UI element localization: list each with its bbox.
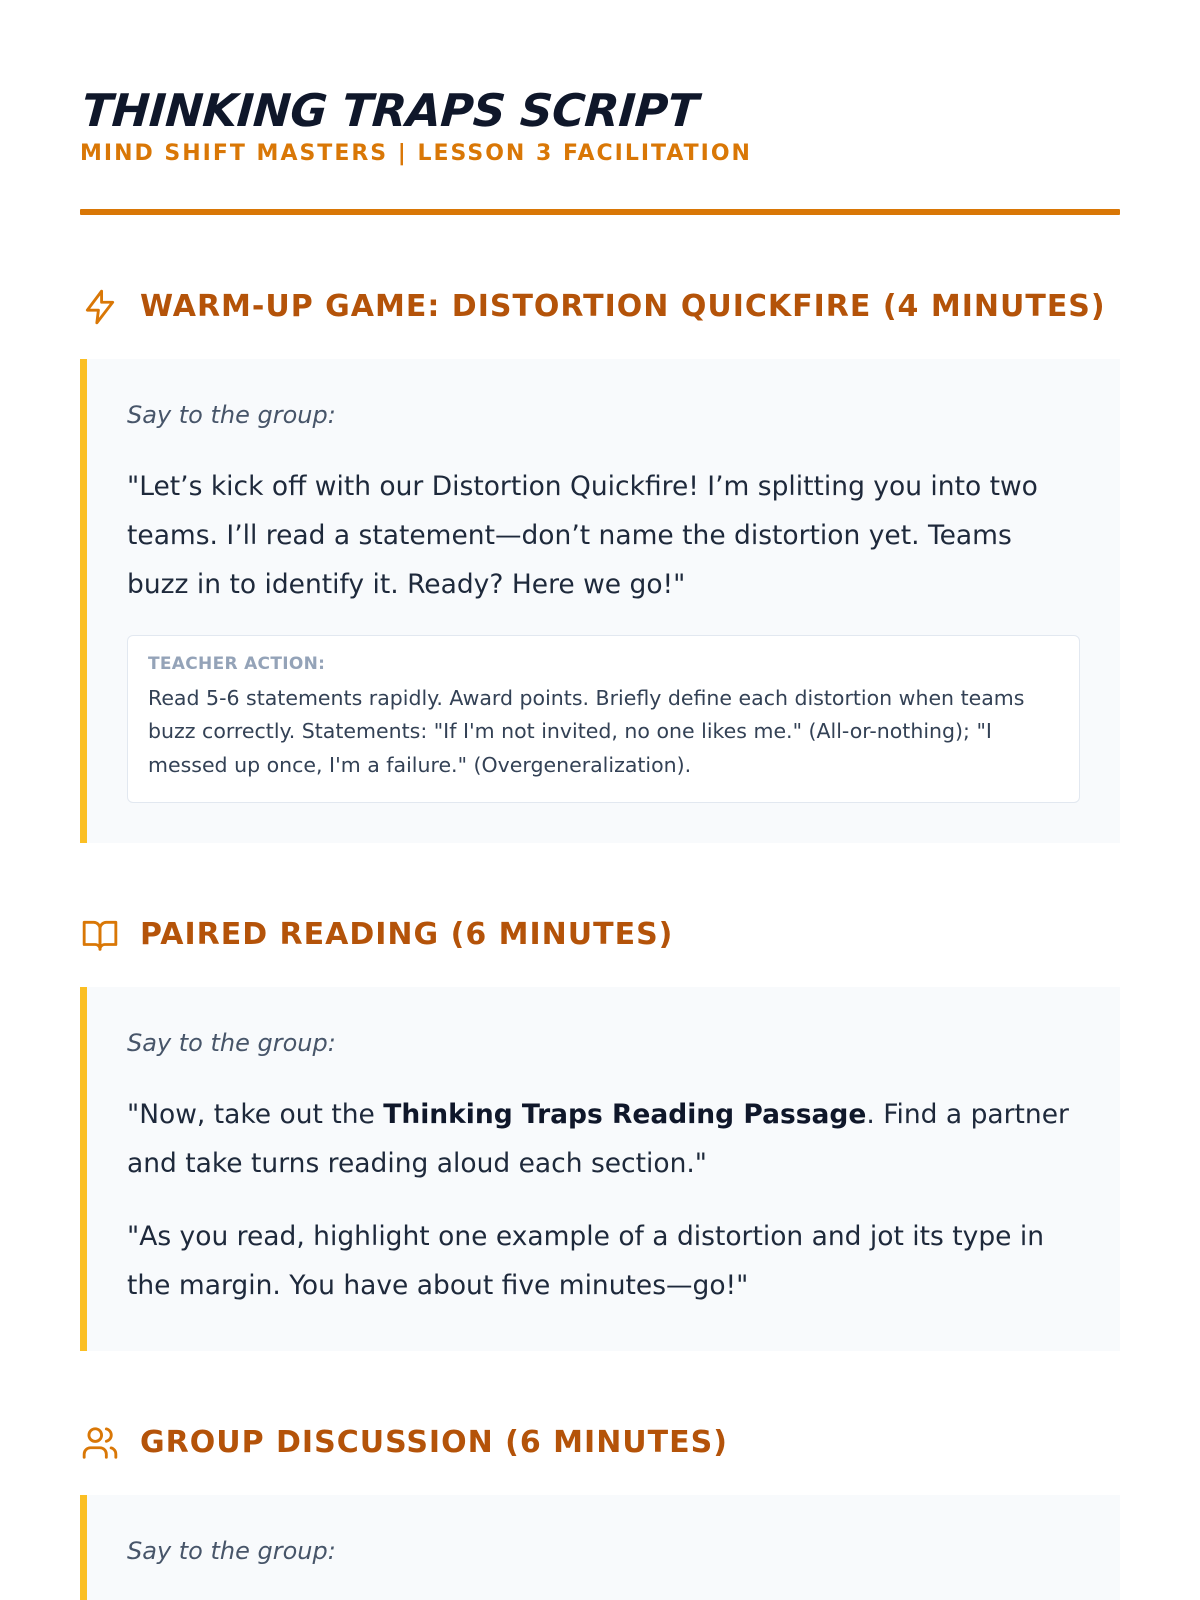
script-paragraph: "As you read, highlight one example of a distortion and jot its type in the margin. You have about five minutes—go!" [127,1221,1045,1302]
script-paragraph [127,1090,1080,1188]
section-heading [80,285,1120,329]
document-header [80,0,1120,215]
script-page [80,0,1120,1600]
section-group-discussion [80,1421,1120,1600]
open-book-icon [80,915,120,955]
script-box [80,1495,1120,1600]
teacher-action-text: Read 5-6 statements rapidly. Award points. Briefly define each distortion when teams buzz correctly. Statements: "If I'm not invited, no one likes me." (All-or-nothing); "I messed up once, I'm a failure." (Overgeneralization). [148,686,1025,777]
say-label: Say to the group: [127,400,336,429]
section-heading [80,913,1120,957]
teacher-action-label: TEACHER ACTION: [148,654,326,675]
say-label: Say to the group: [127,1536,336,1565]
lightning-icon [80,287,120,327]
section-title: WARM-UP GAME: DISTORTION QUICKFIRE (4 MINUTES) [140,289,1106,325]
section-paired-reading [80,913,1120,1351]
teacher-action-box [127,635,1080,803]
section-title: PAIRED READING (6 MINUTES) [140,917,674,953]
paragraph-text: "Now, take out the [127,1099,384,1131]
page-subtitle: MIND SHIFT MASTERS | LESSON 3 FACILITATION [80,141,752,166]
users-icon [80,1423,120,1463]
section-warm-up-game [80,285,1120,843]
script-box [80,359,1120,843]
page-title: THINKING TRAPS SCRIPT [80,84,700,137]
paragraph-text: . Find a partner and take turns reading aloud each section." [127,1099,1069,1180]
script-paragraph: "Let’s kick off with our Distortion Quickfire! I’m splitting you into two teams. I’ll read a statement—don’t name the distortion yet. Teams buzz in to identify it. Ready? Here we go!" [127,471,1038,601]
reading-passage-title: Thinking Traps Reading Passage [383,1099,867,1131]
section-heading [80,1421,1120,1465]
say-label: Say to the group: [127,1028,336,1057]
header-divider [80,209,1120,215]
section-title: GROUP DISCUSSION (6 MINUTES) [140,1425,728,1460]
script-box [80,987,1120,1351]
